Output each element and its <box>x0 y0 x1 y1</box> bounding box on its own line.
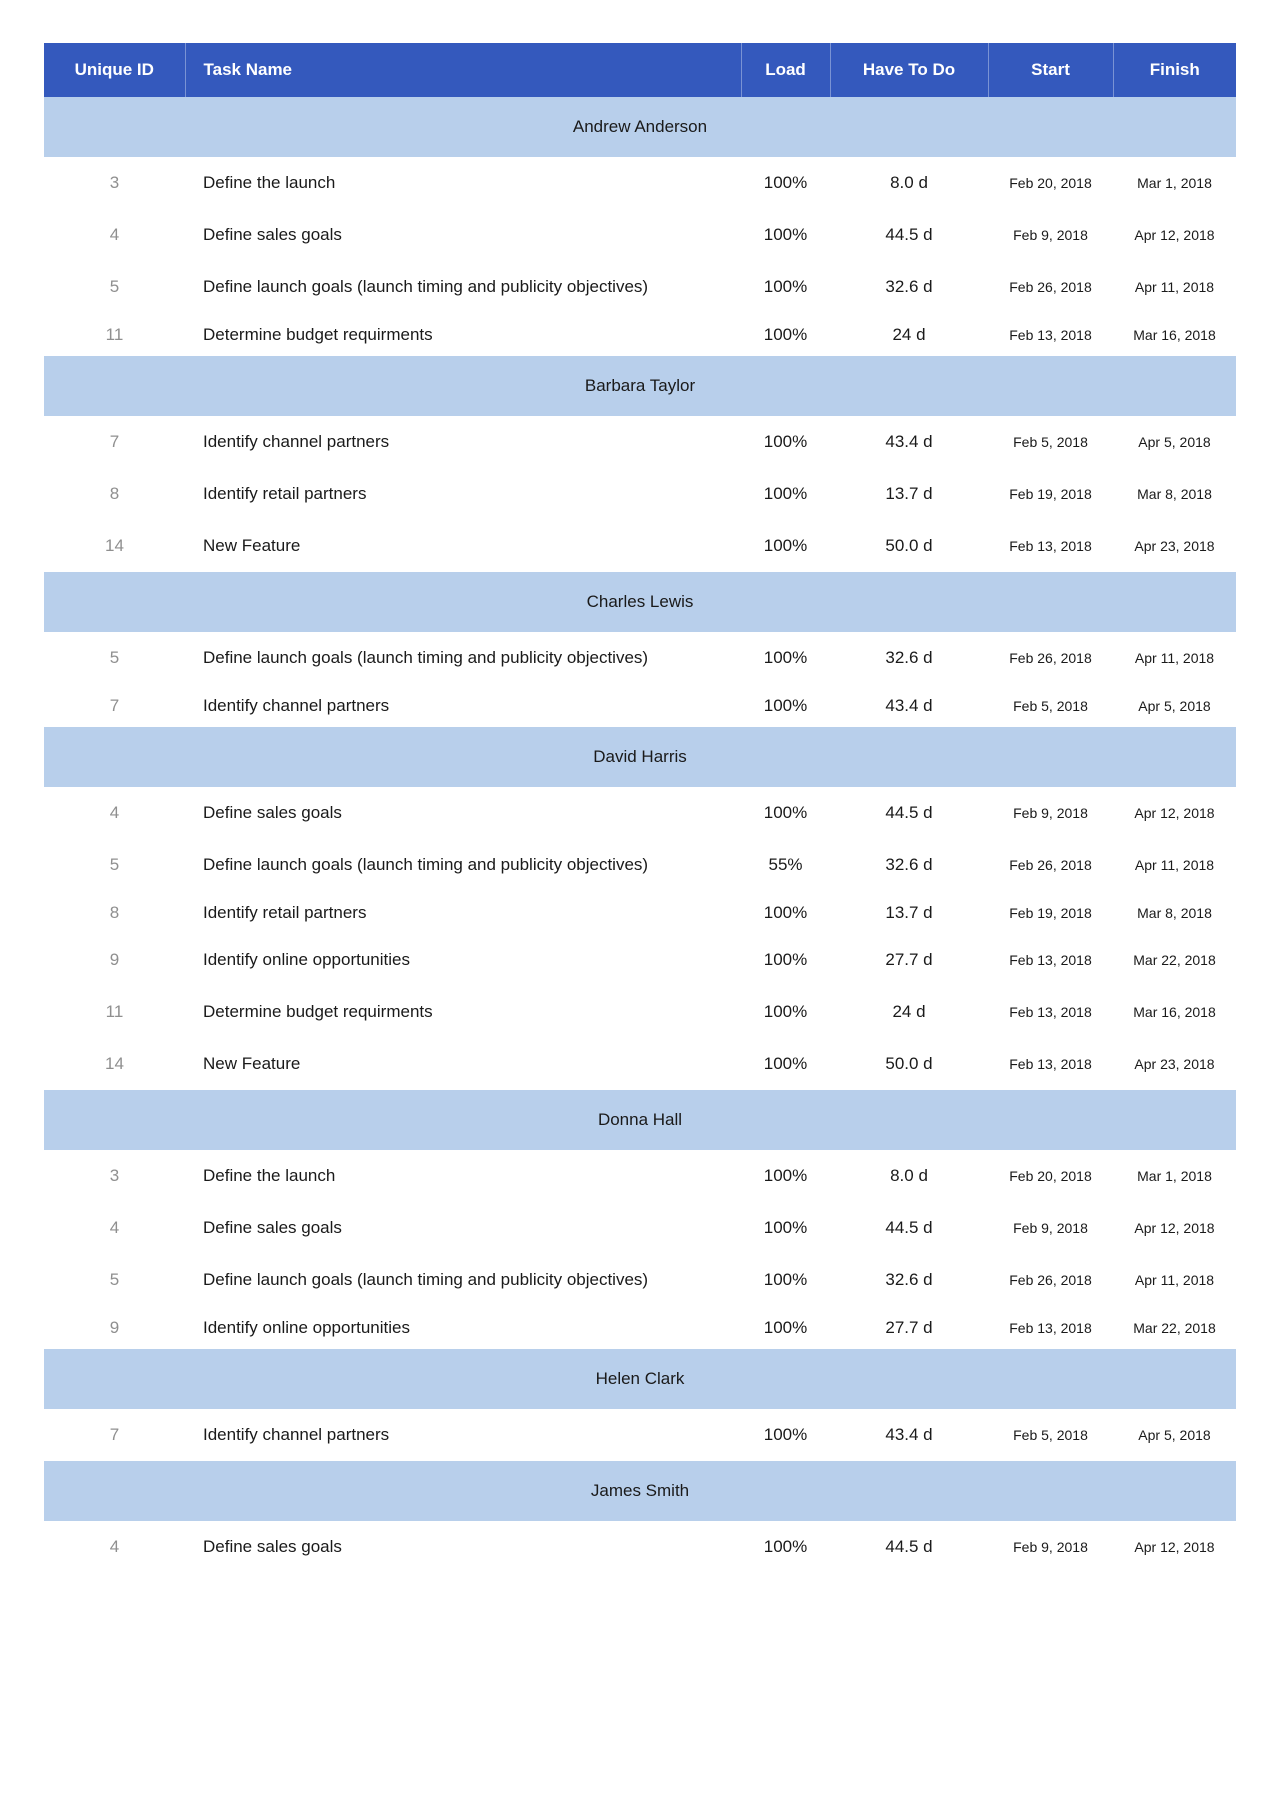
cell-start: Feb 5, 2018 <box>1013 434 1088 450</box>
column-header-have-to-do[interactable]: Have To Do <box>830 43 988 97</box>
cell-task-name: Define the launch <box>203 1166 336 1185</box>
cell-unique-id: 8 <box>109 902 120 922</box>
group-row[interactable] <box>44 727 1236 787</box>
group-name: David Harris <box>44 727 1236 787</box>
table-body <box>44 97 1236 1573</box>
cell-have-to-do: 44.5 d <box>885 803 933 822</box>
column-header-finish[interactable]: Finish <box>1113 43 1236 97</box>
table-row[interactable] <box>44 787 1236 839</box>
cell-start: Feb 20, 2018 <box>1009 175 1092 191</box>
cell-start: Feb 5, 2018 <box>1013 697 1088 714</box>
cell-start: Feb 9, 2018 <box>1013 1539 1088 1555</box>
cell-finish: Apr 12, 2018 <box>1134 1539 1215 1555</box>
cell-task-name: Identify online opportunities <box>203 950 410 969</box>
cell-start: Feb 9, 2018 <box>1013 227 1088 243</box>
cell-load: 100% <box>763 324 808 344</box>
cell-unique-id: 14 <box>105 1054 124 1073</box>
cell-unique-id: 5 <box>109 855 120 874</box>
table-row[interactable] <box>44 1306 1236 1349</box>
cell-load: 100% <box>763 277 808 296</box>
cell-finish: Mar 1, 2018 <box>1137 1168 1212 1184</box>
cell-task-name: Identify online opportunities <box>203 1317 410 1337</box>
group-row[interactable] <box>44 97 1236 157</box>
cell-unique-id: 9 <box>109 1317 120 1337</box>
group-row[interactable] <box>44 356 1236 416</box>
cell-finish: Apr 5, 2018 <box>1138 434 1211 450</box>
cell-task-name: New Feature <box>203 536 301 555</box>
cell-have-to-do: 8.0 d <box>890 1166 928 1185</box>
cell-have-to-do: 24 d <box>892 324 926 344</box>
cell-start: Feb 9, 2018 <box>1013 805 1088 821</box>
cell-task-name: Define sales goals <box>203 1218 342 1237</box>
table-row[interactable] <box>44 1409 1236 1461</box>
cell-load: 100% <box>763 432 808 451</box>
cell-finish: Apr 5, 2018 <box>1138 697 1211 714</box>
cell-task-name: Identify channel partners <box>203 1425 390 1444</box>
cell-load: 100% <box>763 1218 808 1237</box>
cell-finish: Mar 1, 2018 <box>1137 175 1212 191</box>
cell-finish: Apr 23, 2018 <box>1134 1056 1215 1072</box>
cell-have-to-do: 24 d <box>892 1002 926 1021</box>
table-row[interactable] <box>44 1038 1236 1090</box>
column-header-task-name[interactable]: Task Name <box>185 43 741 97</box>
column-header-unique-id[interactable]: Unique ID <box>44 43 185 97</box>
table-row[interactable] <box>44 209 1236 261</box>
cell-have-to-do: 43.4 d <box>885 1425 933 1444</box>
cell-unique-id: 9 <box>109 950 120 969</box>
cell-load: 100% <box>763 173 808 192</box>
cell-start: Feb 19, 2018 <box>1009 486 1092 502</box>
cell-load: 100% <box>763 1270 808 1289</box>
table-row[interactable] <box>44 891 1236 934</box>
cell-start: Feb 13, 2018 <box>1009 1056 1092 1072</box>
cell-task-name: Determine budget requirments <box>203 324 433 344</box>
group-row[interactable] <box>44 1461 1236 1521</box>
cell-have-to-do: 32.6 d <box>885 855 933 874</box>
cell-finish: Apr 12, 2018 <box>1134 805 1215 821</box>
cell-finish: Apr 23, 2018 <box>1134 538 1215 554</box>
cell-load: 100% <box>763 1425 808 1444</box>
cell-start: Feb 26, 2018 <box>1009 1272 1092 1288</box>
group-row[interactable] <box>44 1090 1236 1150</box>
cell-have-to-do: 32.6 d <box>885 648 933 667</box>
cell-load: 100% <box>763 695 808 715</box>
cell-unique-id: 4 <box>109 225 120 244</box>
group-name: Andrew Anderson <box>44 97 1236 157</box>
table-row[interactable] <box>44 520 1236 572</box>
group-name: Helen Clark <box>44 1349 1236 1409</box>
cell-start: Feb 19, 2018 <box>1009 904 1092 921</box>
cell-load: 100% <box>763 803 808 822</box>
table-row[interactable] <box>44 986 1236 1038</box>
cell-load: 100% <box>763 648 808 667</box>
cell-task-name: Identify channel partners <box>203 695 390 715</box>
cell-task-name: Define sales goals <box>203 1537 342 1556</box>
cell-have-to-do: 27.7 d <box>885 1317 933 1337</box>
cell-finish: Mar 16, 2018 <box>1133 326 1216 343</box>
cell-unique-id: 4 <box>109 1537 120 1556</box>
cell-unique-id: 5 <box>109 277 120 296</box>
cell-unique-id: 4 <box>109 803 120 822</box>
group-row[interactable] <box>44 572 1236 632</box>
cell-finish: Apr 11, 2018 <box>1134 279 1215 295</box>
table-row[interactable] <box>44 157 1236 209</box>
cell-task-name: New Feature <box>203 1054 301 1073</box>
cell-finish: Mar 22, 2018 <box>1133 1319 1216 1336</box>
cell-finish: Mar 8, 2018 <box>1137 904 1212 921</box>
group-name: Barbara Taylor <box>44 356 1236 416</box>
table-row[interactable] <box>44 632 1236 684</box>
cell-have-to-do: 43.4 d <box>885 432 933 451</box>
cell-finish: Apr 11, 2018 <box>1134 1272 1215 1288</box>
table-row[interactable] <box>44 261 1236 313</box>
table-row[interactable] <box>44 1254 1236 1306</box>
table-header <box>44 43 1236 97</box>
cell-load: 55% <box>768 855 803 874</box>
table-row[interactable] <box>44 934 1236 986</box>
table-row[interactable] <box>44 839 1236 891</box>
cell-load: 100% <box>763 1166 808 1185</box>
cell-task-name: Define launch goals (launch timing and publicity objectives) <box>203 277 649 296</box>
cell-have-to-do: 32.6 d <box>885 1270 933 1289</box>
group-name: Donna Hall <box>44 1090 1236 1150</box>
resource-task-table <box>44 43 1236 1573</box>
cell-start: Feb 13, 2018 <box>1009 326 1092 343</box>
cell-have-to-do: 8.0 d <box>890 173 928 192</box>
cell-start: Feb 13, 2018 <box>1009 952 1092 968</box>
column-header-load[interactable]: Load <box>741 43 830 97</box>
cell-load: 100% <box>763 1537 808 1556</box>
cell-load: 100% <box>763 1002 808 1021</box>
cell-unique-id: 5 <box>109 648 120 667</box>
cell-task-name: Define the launch <box>203 173 336 192</box>
group-name: Charles Lewis <box>44 572 1236 632</box>
cell-finish: Mar 22, 2018 <box>1133 952 1216 968</box>
cell-load: 100% <box>763 950 808 969</box>
cell-load: 100% <box>763 1054 808 1073</box>
cell-start: Feb 9, 2018 <box>1013 1220 1088 1236</box>
cell-task-name: Identify channel partners <box>203 432 390 451</box>
cell-start: Feb 13, 2018 <box>1009 1004 1092 1020</box>
cell-have-to-do: 50.0 d <box>885 1054 933 1073</box>
table-row[interactable] <box>44 313 1236 356</box>
cell-have-to-do: 27.7 d <box>885 950 933 969</box>
cell-load: 100% <box>763 1317 808 1337</box>
cell-load: 100% <box>763 484 808 503</box>
cell-task-name: Identify retail partners <box>203 902 367 922</box>
cell-finish: Apr 12, 2018 <box>1134 1220 1215 1236</box>
cell-finish: Apr 5, 2018 <box>1138 1427 1211 1443</box>
cell-unique-id: 4 <box>109 1218 120 1237</box>
cell-task-name: Define launch goals (launch timing and publicity objectives) <box>203 648 649 667</box>
cell-finish: Apr 12, 2018 <box>1134 227 1215 243</box>
cell-task-name: Define sales goals <box>203 225 342 244</box>
cell-finish: Apr 11, 2018 <box>1134 650 1215 666</box>
cell-unique-id: 11 <box>105 324 124 344</box>
cell-unique-id: 7 <box>109 432 120 451</box>
cell-finish: Mar 8, 2018 <box>1137 486 1212 502</box>
table-row[interactable] <box>44 1521 1236 1573</box>
cell-start: Feb 26, 2018 <box>1009 650 1092 666</box>
cell-have-to-do: 44.5 d <box>885 225 933 244</box>
cell-task-name: Identify retail partners <box>203 484 367 503</box>
cell-start: Feb 20, 2018 <box>1009 1168 1092 1184</box>
cell-start: Feb 26, 2018 <box>1009 857 1092 873</box>
cell-unique-id: 11 <box>105 1002 124 1021</box>
cell-start: Feb 13, 2018 <box>1009 538 1092 554</box>
group-row[interactable] <box>44 1349 1236 1409</box>
cell-start: Feb 13, 2018 <box>1009 1319 1092 1336</box>
table-row[interactable] <box>44 684 1236 727</box>
table-row[interactable] <box>44 1202 1236 1254</box>
cell-have-to-do: 44.5 d <box>885 1218 933 1237</box>
cell-unique-id: 3 <box>109 1166 120 1185</box>
group-name: James Smith <box>44 1461 1236 1521</box>
cell-unique-id: 5 <box>109 1270 120 1289</box>
cell-start: Feb 26, 2018 <box>1009 279 1092 295</box>
cell-finish: Mar 16, 2018 <box>1133 1004 1216 1020</box>
cell-finish: Apr 11, 2018 <box>1134 857 1215 873</box>
cell-have-to-do: 13.7 d <box>885 902 933 922</box>
cell-have-to-do: 32.6 d <box>885 277 933 296</box>
cell-load: 100% <box>763 536 808 555</box>
table-row[interactable] <box>44 1150 1236 1202</box>
cell-task-name: Define launch goals (launch timing and publicity objectives) <box>203 1270 649 1289</box>
cell-have-to-do: 13.7 d <box>885 484 933 503</box>
table-row[interactable] <box>44 468 1236 520</box>
cell-unique-id: 7 <box>109 695 120 715</box>
cell-load: 100% <box>763 902 808 922</box>
cell-task-name: Determine budget requirments <box>203 1002 433 1021</box>
cell-load: 100% <box>763 225 808 244</box>
table-row[interactable] <box>44 416 1236 468</box>
cell-task-name: Define launch goals (launch timing and publicity objectives) <box>203 855 649 874</box>
cell-start: Feb 5, 2018 <box>1013 1427 1088 1443</box>
cell-task-name: Define sales goals <box>203 803 342 822</box>
cell-unique-id: 7 <box>109 1425 120 1444</box>
cell-have-to-do: 50.0 d <box>885 536 933 555</box>
header-row <box>44 43 1236 97</box>
column-header-start[interactable]: Start <box>988 43 1113 97</box>
cell-unique-id: 8 <box>109 484 120 503</box>
cell-unique-id: 3 <box>109 173 120 192</box>
cell-have-to-do: 44.5 d <box>885 1537 933 1556</box>
cell-unique-id: 14 <box>105 536 124 555</box>
cell-have-to-do: 43.4 d <box>885 695 933 715</box>
